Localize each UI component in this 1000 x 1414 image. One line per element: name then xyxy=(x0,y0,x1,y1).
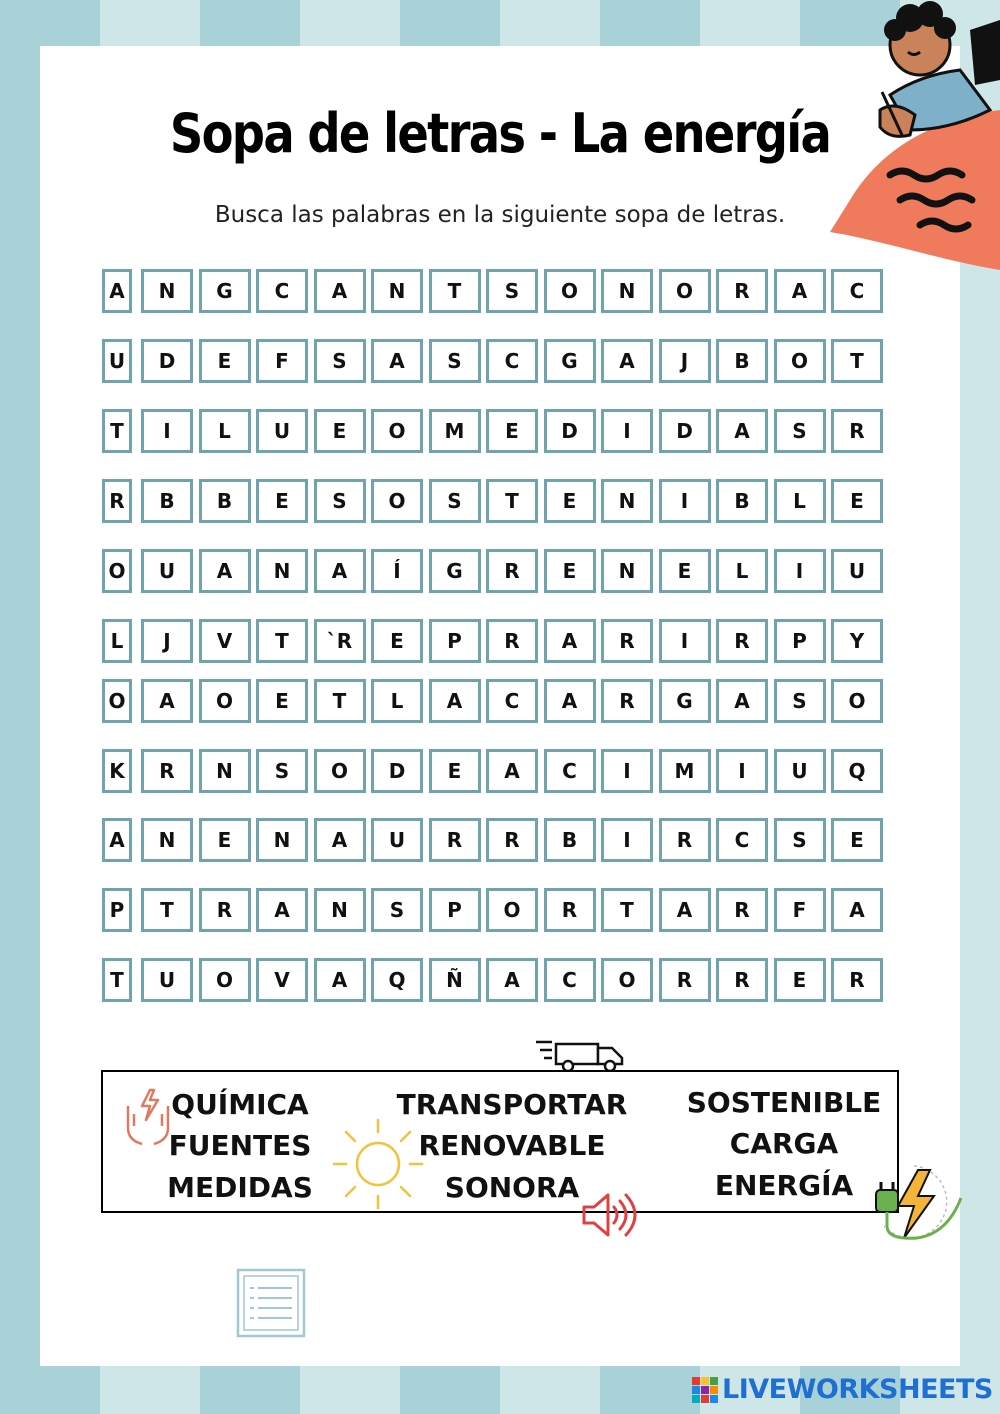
liveworksheets-logo[interactable] xyxy=(692,1374,993,1405)
grid-cell[interactable]: E xyxy=(774,958,826,1002)
grid-cell[interactable]: S xyxy=(774,679,826,723)
word-item: SOSTENIBLE xyxy=(686,1086,882,1119)
grid-cell[interactable]: L xyxy=(716,549,768,593)
grid-cell[interactable]: A xyxy=(716,409,768,453)
grid-cell[interactable]: E xyxy=(831,479,883,523)
grid-cell[interactable]: G xyxy=(659,679,711,723)
grid-cell[interactable]: R xyxy=(659,818,711,862)
grid-cell[interactable]: B xyxy=(544,818,596,862)
grid-cell[interactable]: S xyxy=(371,888,423,932)
grid-cell[interactable]: R xyxy=(716,958,768,1002)
grid-cell[interactable]: C xyxy=(716,818,768,862)
word-item: FUENTES xyxy=(168,1129,312,1162)
grid-cell[interactable]: A xyxy=(102,269,132,313)
grid-cell[interactable]: T xyxy=(486,479,538,523)
grid-cell[interactable]: O xyxy=(371,479,423,523)
grid-cell[interactable]: N xyxy=(256,818,308,862)
hands-energy-icon xyxy=(122,1086,174,1148)
grid-cell[interactable]: I xyxy=(659,479,711,523)
grid-cell[interactable]: P xyxy=(102,888,132,932)
grid-cell[interactable]: L xyxy=(102,619,132,663)
grid-cell[interactable]: A xyxy=(371,339,423,383)
grid-cell[interactable]: P xyxy=(429,888,481,932)
grid-cell[interactable]: T xyxy=(102,958,132,1002)
grid-cell[interactable]: I xyxy=(774,549,826,593)
grid-cell[interactable]: E xyxy=(314,409,366,453)
word-item: RENOVABLE xyxy=(418,1129,606,1162)
grid-cell[interactable]: I xyxy=(659,619,711,663)
grid-cell[interactable]: M xyxy=(659,749,711,793)
grid-cell[interactable]: P xyxy=(429,619,481,663)
grid-cell[interactable]: M xyxy=(429,409,481,453)
grid-cell[interactable]: G xyxy=(544,339,596,383)
grid-cell[interactable]: A xyxy=(486,958,538,1002)
grid-cell[interactable]: J xyxy=(141,619,193,663)
grid-cell[interactable]: E xyxy=(659,549,711,593)
grid-cell[interactable]: E xyxy=(256,679,308,723)
grid-cell[interactable]: O xyxy=(102,549,132,593)
grid-cell[interactable]: F xyxy=(256,339,308,383)
grid-cell[interactable]: R xyxy=(831,958,883,1002)
grid-cell[interactable]: N xyxy=(601,269,653,313)
grid-cell[interactable]: T xyxy=(256,619,308,663)
grid-cell[interactable]: A xyxy=(102,818,132,862)
grid-cell[interactable]: I xyxy=(141,409,193,453)
grid-cell[interactable]: O xyxy=(774,339,826,383)
brand-name: LIVEWORKSHEETS xyxy=(722,1374,993,1405)
grid-cell[interactable]: R xyxy=(429,818,481,862)
grid-cell[interactable]: A xyxy=(429,679,481,723)
plug-lightning-icon xyxy=(866,1160,966,1252)
grid-cell[interactable]: O xyxy=(102,679,132,723)
speaker-icon xyxy=(580,1190,638,1240)
grid-cell[interactable]: S xyxy=(486,269,538,313)
grid-cell[interactable]: D xyxy=(544,409,596,453)
grid-cell[interactable]: R xyxy=(141,749,193,793)
grid-cell[interactable]: R xyxy=(199,888,251,932)
grid-cell[interactable]: A xyxy=(601,339,653,383)
grid-cell[interactable]: R xyxy=(716,619,768,663)
grid-cell[interactable]: E xyxy=(544,479,596,523)
grid-cell[interactable]: R xyxy=(102,479,132,523)
grid-cell[interactable]: A xyxy=(486,749,538,793)
word-item: CARGA xyxy=(729,1127,839,1160)
grid-cell[interactable]: R xyxy=(831,409,883,453)
child-drawing-illustration xyxy=(820,0,1000,270)
brand-logo-icon xyxy=(692,1377,718,1403)
grid-cell[interactable]: S xyxy=(314,479,366,523)
grid-cell[interactable]: C xyxy=(831,269,883,313)
grid-cell[interactable]: U xyxy=(141,958,193,1002)
grid-cell[interactable]: I xyxy=(601,818,653,862)
grid-cell[interactable]: Q xyxy=(831,749,883,793)
grid-cell[interactable]: G xyxy=(429,549,481,593)
grid-cell[interactable]: E xyxy=(199,818,251,862)
grid-cell[interactable]: N xyxy=(141,269,193,313)
grid-cell[interactable]: O xyxy=(601,958,653,1002)
grid-cell[interactable]: E xyxy=(831,818,883,862)
grid-cell[interactable]: B xyxy=(716,479,768,523)
grid-cell[interactable]: N xyxy=(256,549,308,593)
grid-cell[interactable]: R xyxy=(486,619,538,663)
grid-cell[interactable]: C xyxy=(486,339,538,383)
grid-cell[interactable]: L xyxy=(774,479,826,523)
grid-cell[interactable]: Ñ xyxy=(429,958,481,1002)
grid-cell[interactable]: S xyxy=(774,409,826,453)
grid-cell[interactable]: F xyxy=(774,888,826,932)
word-item: ENERGÍA xyxy=(714,1169,854,1202)
grid-cell[interactable]: U xyxy=(102,339,132,383)
grid-cell[interactable]: O xyxy=(544,269,596,313)
grid-cell[interactable]: U xyxy=(774,749,826,793)
grid-cell[interactable]: A xyxy=(544,679,596,723)
page-title: Sopa de letras - La energía xyxy=(169,102,831,165)
grid-cell[interactable]: S xyxy=(314,339,366,383)
grid-cell[interactable]: O xyxy=(659,269,711,313)
instructions: Busca las palabras en la siguiente sopa de letras. xyxy=(214,202,786,228)
grid-cell[interactable]: T xyxy=(831,339,883,383)
grid-cell[interactable]: R xyxy=(601,619,653,663)
grid-cell[interactable]: A xyxy=(716,679,768,723)
grid-cell[interactable]: I xyxy=(601,409,653,453)
grid-cell[interactable]: B xyxy=(716,339,768,383)
grid-cell[interactable]: A xyxy=(314,549,366,593)
grid-cell[interactable]: D xyxy=(141,339,193,383)
grid-cell[interactable]: A xyxy=(831,888,883,932)
grid-cell[interactable]: Y xyxy=(831,619,883,663)
grid-cell[interactable]: A xyxy=(314,958,366,1002)
grid-cell[interactable]: E xyxy=(371,619,423,663)
grid-cell[interactable]: I xyxy=(716,749,768,793)
grid-cell[interactable]: N xyxy=(601,479,653,523)
grid-cell[interactable]: A xyxy=(314,269,366,313)
grid-cell[interactable]: E xyxy=(199,339,251,383)
grid-cell[interactable]: E xyxy=(429,749,481,793)
grid-cell[interactable]: U xyxy=(371,818,423,862)
grid-cell[interactable]: U xyxy=(256,409,308,453)
grid-cell[interactable]: O xyxy=(199,679,251,723)
grid-cell[interactable]: P xyxy=(774,619,826,663)
grid-cell[interactable]: T xyxy=(141,888,193,932)
grid-cell[interactable]: R xyxy=(486,549,538,593)
grid-cell[interactable]: O xyxy=(199,958,251,1002)
grid-cell[interactable]: S xyxy=(256,749,308,793)
grid-cell[interactable]: E xyxy=(544,549,596,593)
grid-cell[interactable]: V xyxy=(199,619,251,663)
grid-cell[interactable]: T xyxy=(429,269,481,313)
word-item: SONORA xyxy=(444,1171,580,1204)
grid-cell[interactable]: T xyxy=(102,409,132,453)
grid-cell[interactable]: I xyxy=(601,749,653,793)
grid-cell[interactable]: A xyxy=(256,888,308,932)
grid-cell[interactable]: C xyxy=(256,269,308,313)
grid-cell[interactable]: R xyxy=(544,888,596,932)
grid-cell[interactable]: J xyxy=(659,339,711,383)
grid-cell[interactable]: V xyxy=(256,958,308,1002)
grid-cell[interactable]: A xyxy=(659,888,711,932)
grid-cell[interactable]: N xyxy=(141,818,193,862)
grid-cell[interactable]: A xyxy=(199,549,251,593)
grid-cell[interactable]: E xyxy=(486,409,538,453)
grid-cell[interactable]: N xyxy=(199,749,251,793)
delivery-truck-icon xyxy=(534,1034,630,1074)
grid-cell[interactable]: N xyxy=(314,888,366,932)
grid-cell[interactable]: U xyxy=(141,549,193,593)
word-item: TRANSPORTAR xyxy=(396,1088,628,1121)
sun-icon xyxy=(330,1116,426,1212)
grid-cell[interactable]: Q xyxy=(371,958,423,1002)
grid-cell[interactable]: O xyxy=(831,679,883,723)
grid-cell[interactable]: C xyxy=(544,749,596,793)
grid-cell[interactable]: R xyxy=(716,888,768,932)
grid-cell[interactable]: K xyxy=(102,749,132,793)
grid-cell[interactable]: U xyxy=(831,549,883,593)
grid-cell[interactable]: N xyxy=(371,269,423,313)
grid-cell[interactable]: C xyxy=(486,679,538,723)
grid-cell[interactable]: S xyxy=(774,818,826,862)
grid-cell[interactable]: A xyxy=(314,818,366,862)
grid-cell[interactable]: R xyxy=(659,958,711,1002)
grid-cell[interactable]: T xyxy=(314,679,366,723)
grid-cell[interactable]: N xyxy=(601,549,653,593)
grid-cell[interactable]: T xyxy=(601,888,653,932)
grid-cell[interactable]: S xyxy=(429,339,481,383)
word-item: MEDIDAS xyxy=(167,1171,313,1204)
grid-cell[interactable]: C xyxy=(544,958,596,1002)
grid-cell[interactable]: L xyxy=(371,679,423,723)
grid-cell[interactable]: Í xyxy=(371,549,423,593)
grid-cell[interactable]: D xyxy=(659,409,711,453)
grid-cell[interactable]: A xyxy=(141,679,193,723)
grid-cell[interactable]: R xyxy=(601,679,653,723)
grid-cell[interactable]: R xyxy=(716,269,768,313)
notepad-icon[interactable] xyxy=(236,1268,306,1338)
grid-cell[interactable]: A xyxy=(544,619,596,663)
grid-cell[interactable]: O xyxy=(314,749,366,793)
grid-cell[interactable]: D xyxy=(371,749,423,793)
grid-cell[interactable]: A xyxy=(774,269,826,313)
word-item: QUÍMICA xyxy=(171,1088,309,1121)
grid-cell[interactable]: B xyxy=(141,479,193,523)
grid-cell[interactable]: R xyxy=(486,818,538,862)
grid-cell[interactable]: S xyxy=(429,479,481,523)
grid-cell[interactable]: O xyxy=(486,888,538,932)
grid-cell[interactable]: `R xyxy=(314,619,366,663)
grid-cell[interactable]: E xyxy=(256,479,308,523)
grid-cell[interactable]: L xyxy=(199,409,251,453)
grid-cell[interactable]: O xyxy=(371,409,423,453)
grid-cell[interactable]: B xyxy=(199,479,251,523)
grid-cell[interactable]: G xyxy=(199,269,251,313)
